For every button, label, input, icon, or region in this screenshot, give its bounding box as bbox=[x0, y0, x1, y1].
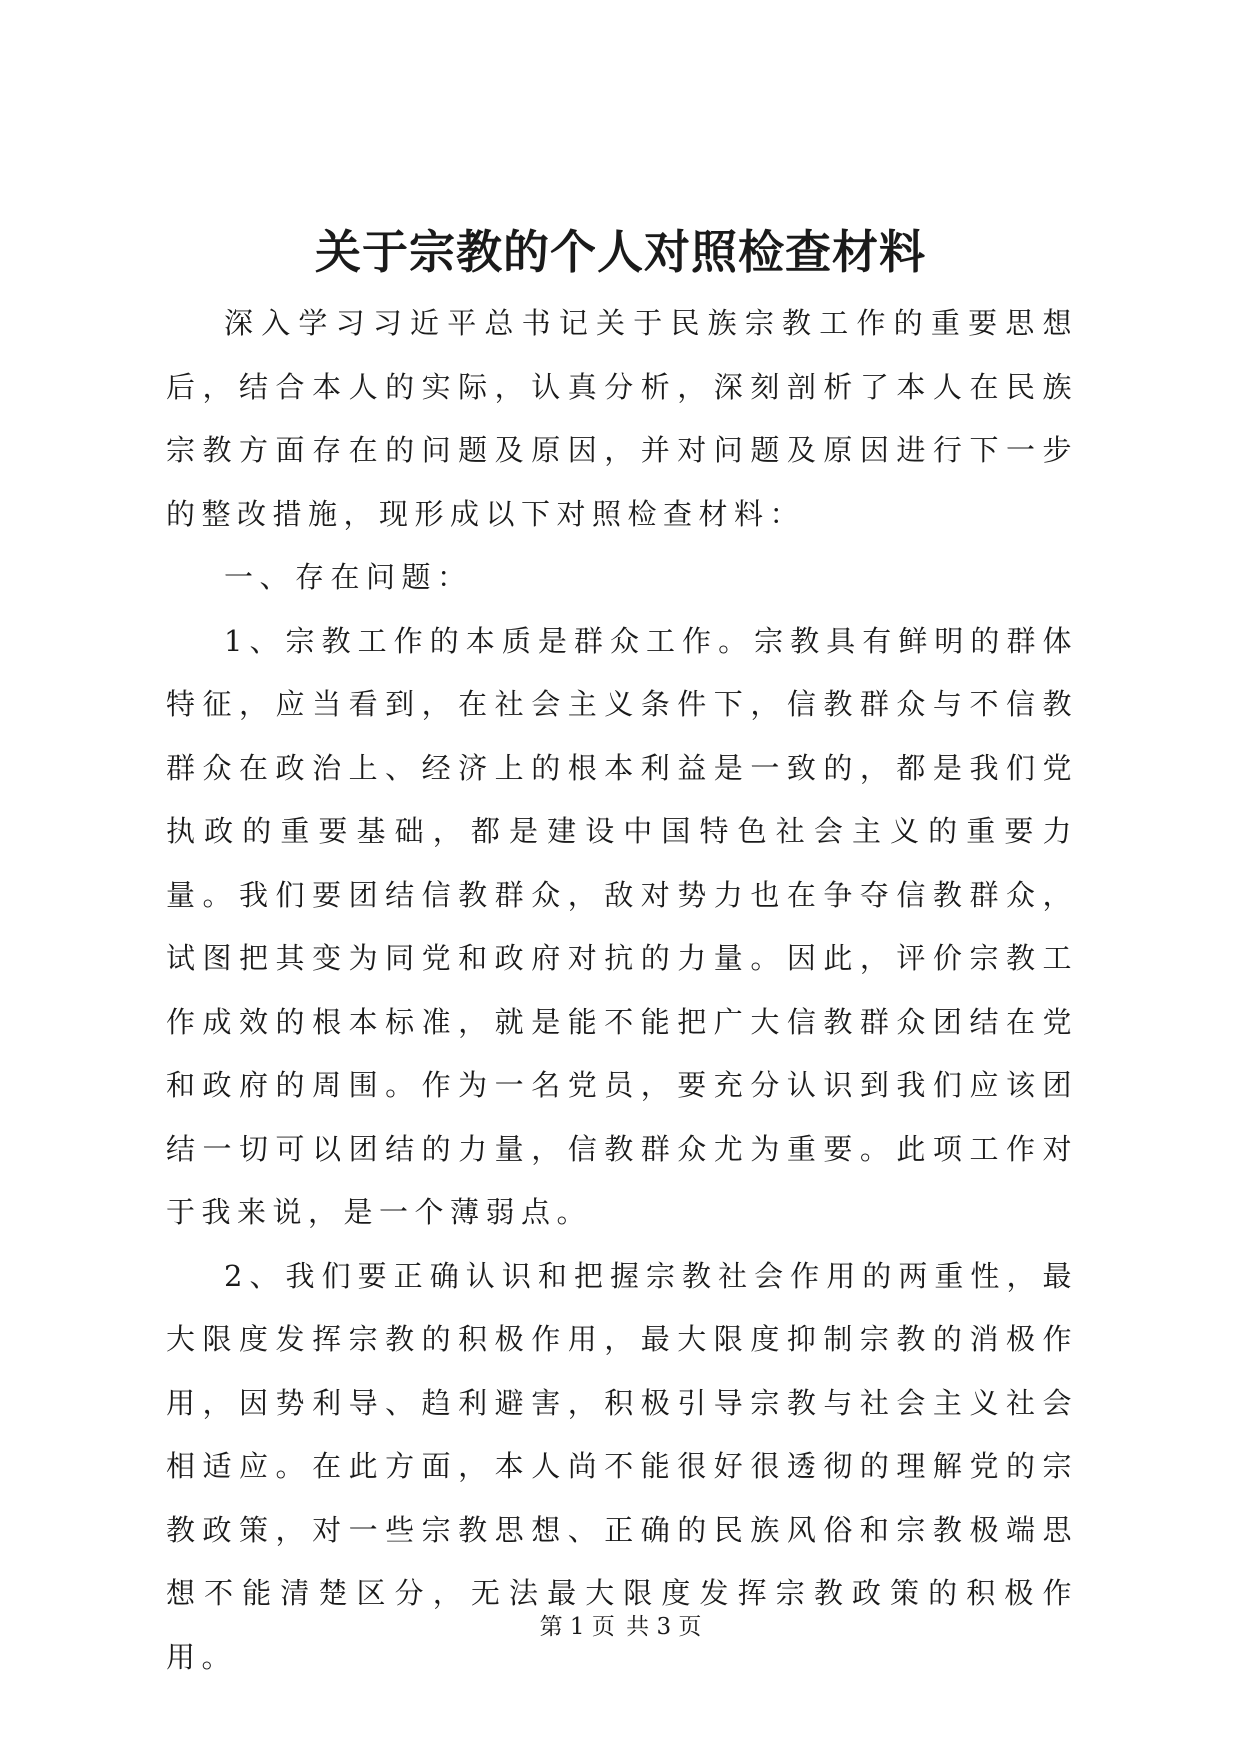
document-body bbox=[166, 292, 1078, 1689]
page-footer bbox=[0, 1612, 1241, 1642]
page-number: 第 1 页 bbox=[539, 1614, 615, 1640]
document-title: 关于宗教的个人对照检查材料 bbox=[315, 225, 926, 279]
issue-paragraph-1: 1、宗教工作的本质是群众工作。宗教具有鲜明的群体特征，应当看到，在社会主义条件下，信教群众与不信教群众在政治上、经济上的根本利益是一致的，都是我们党执政的重要基础，都是建设中国特色社会主义的重要力量。我们要团结信教群众，敌对势力也在争夺信教群众，试图把其变为同党和政府对抗的力量。因此，评价宗教工作成效的根本标准，就是能不能把广大信教群众团结在党和政府的周围。作为一名党员，要充分认识到我们应该团结一切可以团结的力量，信教群众尤为重要。此项工作对于我来说，是一个薄弱点。 bbox=[166, 623, 1078, 1229]
issue-paragraph-2: 2、我们要正确认识和把握宗教社会作用的两重性，最大限度发挥宗教的积极作用，最大限度抑制宗教的消极作用，因势利导、趋利避害，积极引导宗教与社会主义社会相适应。在此方面，本人尚不能很好很透彻的理解党的宗教政策，对一些宗教思想、正确的民族风俗和宗教极端思想不能清楚区分，无法最大限度发挥宗教政策的积极作用。 bbox=[166, 1258, 1078, 1674]
intro-paragraph: 深入学习习近平总书记关于民族宗教工作的重要思想后，结合本人的实际，认真分析，深刻剖析了本人在民族宗教方面存在的问题及原因，并对问题及原因进行下一步的整改措施，现形成以下对照检查材料： bbox=[166, 306, 1078, 531]
section-heading: 一、存在问题： bbox=[224, 560, 473, 594]
page-total: 共 3 页 bbox=[626, 1614, 702, 1640]
